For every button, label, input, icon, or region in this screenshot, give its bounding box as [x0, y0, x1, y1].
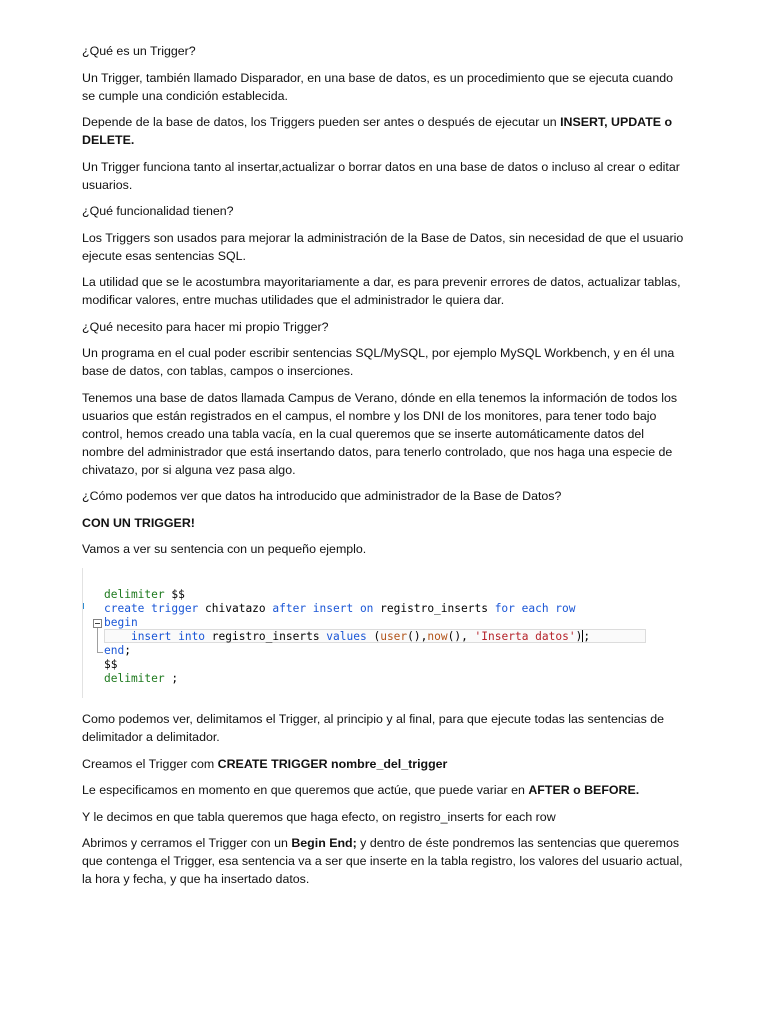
- code-token: (),: [447, 630, 475, 643]
- paragraph-utilidad: La utilidad que se le acostumbra mayoritariamente a dar, es para prevenir errores de datos, actualizar tablas, modificar valores, entre muchas utilidades que el administrador le quiera dar.: [82, 275, 681, 307]
- code-token: $$: [104, 658, 118, 671]
- paragraph-especificamos: [82, 781, 686, 799]
- heading-como-podemos: ¿Cómo podemos ver que datos ha introducido que administrador de la Base de Datos?: [82, 489, 562, 503]
- code-token: for each row: [494, 602, 576, 615]
- paragraph-begin-end-text-a: Abrimos y cerramos el Trigger con un: [82, 836, 292, 850]
- heading-funcionalidad: ¿Qué funcionalidad tienen?: [82, 204, 234, 218]
- heading-que-es-trigger: ¿Qué es un Trigger?: [82, 44, 196, 58]
- paragraph-funciona: Un Trigger funciona tanto al insertar,actualizar o borrar datos en una base de datos o incluso al crear o editar usuarios.: [82, 159, 680, 192]
- code-line-4: [104, 630, 590, 644]
- con-un-trigger-bold: CON UN TRIGGER!: [82, 515, 195, 530]
- code-token: delimiter: [104, 588, 172, 601]
- heading-que-necesito: ¿Qué necesito para hacer mi propio Trigger?: [82, 319, 329, 334]
- code-token: ;: [124, 644, 131, 657]
- paragraph-usados: Los Triggers son usados para mejorar la administración de la Base de Datos, sin necesidad de que el usuario ejecute esas sentencias SQL.: [82, 230, 684, 263]
- paragraph-con-un-trigger: [82, 514, 686, 532]
- paragraph-begin-end: [82, 834, 686, 888]
- fold-guide-icon: [97, 628, 98, 652]
- code-token: 'Inserta datos': [474, 630, 576, 643]
- paragraph-depende-text: Depende de la base de datos, los Triggers pueden ser antes o después de ejecutar un: [82, 115, 561, 129]
- code-token: ): [575, 630, 583, 643]
- paragraph-especificamos-bold: AFTER o BEFORE.: [528, 783, 640, 797]
- code-token: chivatazo: [198, 602, 273, 615]
- code-token: end: [104, 644, 125, 657]
- paragraph-creamos-text: Creamos el Trigger com: [82, 756, 218, 771]
- code-token: (),: [407, 630, 428, 643]
- paragraph-tabla: Y le decimos en que tabla queremos que haga efecto, on registro_inserts for each row: [82, 809, 556, 824]
- code-token: values: [326, 630, 367, 643]
- paragraph-programa: Un programa en el cual poder escribir sentencias SQL/MySQL, por ejemplo MySQL Workbench, y en él una base de datos, con tablas, campos o inserciones.: [82, 346, 675, 378]
- code-token: registro_inserts: [205, 630, 327, 643]
- code-token: begin: [104, 616, 138, 629]
- paragraph-creamos-bold: CREATE TRIGGER nombre_del_trigger: [217, 756, 448, 771]
- paragraph-definition: Un Trigger, también llamado Disparador, en una base de datos, es un procedimiento que se ejecuta cuando se cumple una condición establecida.: [82, 70, 673, 103]
- paragraph-delimitamos: Como podemos ver, delimitamos el Trigger, al principio y al final, para que ejecute todas las sentencias de delimitador a delimitador.: [82, 712, 664, 744]
- code-line-2: [104, 602, 576, 616]
- fold-guide-end: [97, 652, 103, 653]
- code-token: ;: [171, 672, 179, 685]
- code-token: registro_inserts: [373, 602, 495, 615]
- paragraph-creamos: [82, 755, 686, 773]
- code-line-3: [104, 616, 138, 630]
- code-screenshot: [82, 568, 678, 698]
- code-token: insert into: [130, 630, 206, 643]
- paragraph-depende-bold: INSERT, UPDATE o DELETE.: [82, 115, 673, 147]
- paragraph-begin-end-bold: Begin End;: [291, 836, 357, 850]
- code-token: after insert on: [272, 602, 374, 615]
- code-line-1: [104, 588, 185, 602]
- fold-collapse-icon[interactable]: [93, 619, 102, 628]
- paragraph-begin-end-text-b: y dentro de éste pondremos las sentencias que queremos que contenga el Trigger, esa sentencia va a ser que inserte en la tabla registro, los valores del usuario actual, la hora y fecha, y que ha insertado datos.: [82, 836, 683, 886]
- code-line-6: [104, 658, 117, 672]
- gutter-change-marker: [83, 603, 84, 609]
- paragraph-vamos: Vamos a ver su sentencia con un pequeño ejemplo.: [82, 542, 367, 556]
- code-line-7: [104, 672, 178, 686]
- paragraph-campus: Tenemos una base de datos llamada Campus de Verano, dónde en ella tenemos la información de todos los usuarios que están registrados en el campus, el nombre y los DNI de los monitores, para tener todo bajo control, hemos creado una tabla vacía, en la cual queremos que se inserte automáticamente datos del nombre del administrador que está insertando datos, para tenerlo controlado, que nos haga una especie de chivatazo, por si alguna vez pasa algo.: [82, 390, 678, 477]
- paragraph-depende: [82, 113, 686, 149]
- code-token: delimiter: [104, 672, 172, 685]
- code-line-5: [104, 644, 131, 658]
- paragraph-especificamos-text: Le especificamos en momento en que queremos que actúe, que puede variar en: [82, 783, 529, 797]
- code-token: $$: [171, 588, 185, 601]
- code-token: (: [366, 630, 381, 643]
- code-token: user: [380, 630, 408, 643]
- code-token: ;: [583, 630, 591, 643]
- code-token: now: [427, 630, 448, 643]
- code-token: [104, 630, 131, 643]
- code-token: create trigger: [104, 602, 199, 615]
